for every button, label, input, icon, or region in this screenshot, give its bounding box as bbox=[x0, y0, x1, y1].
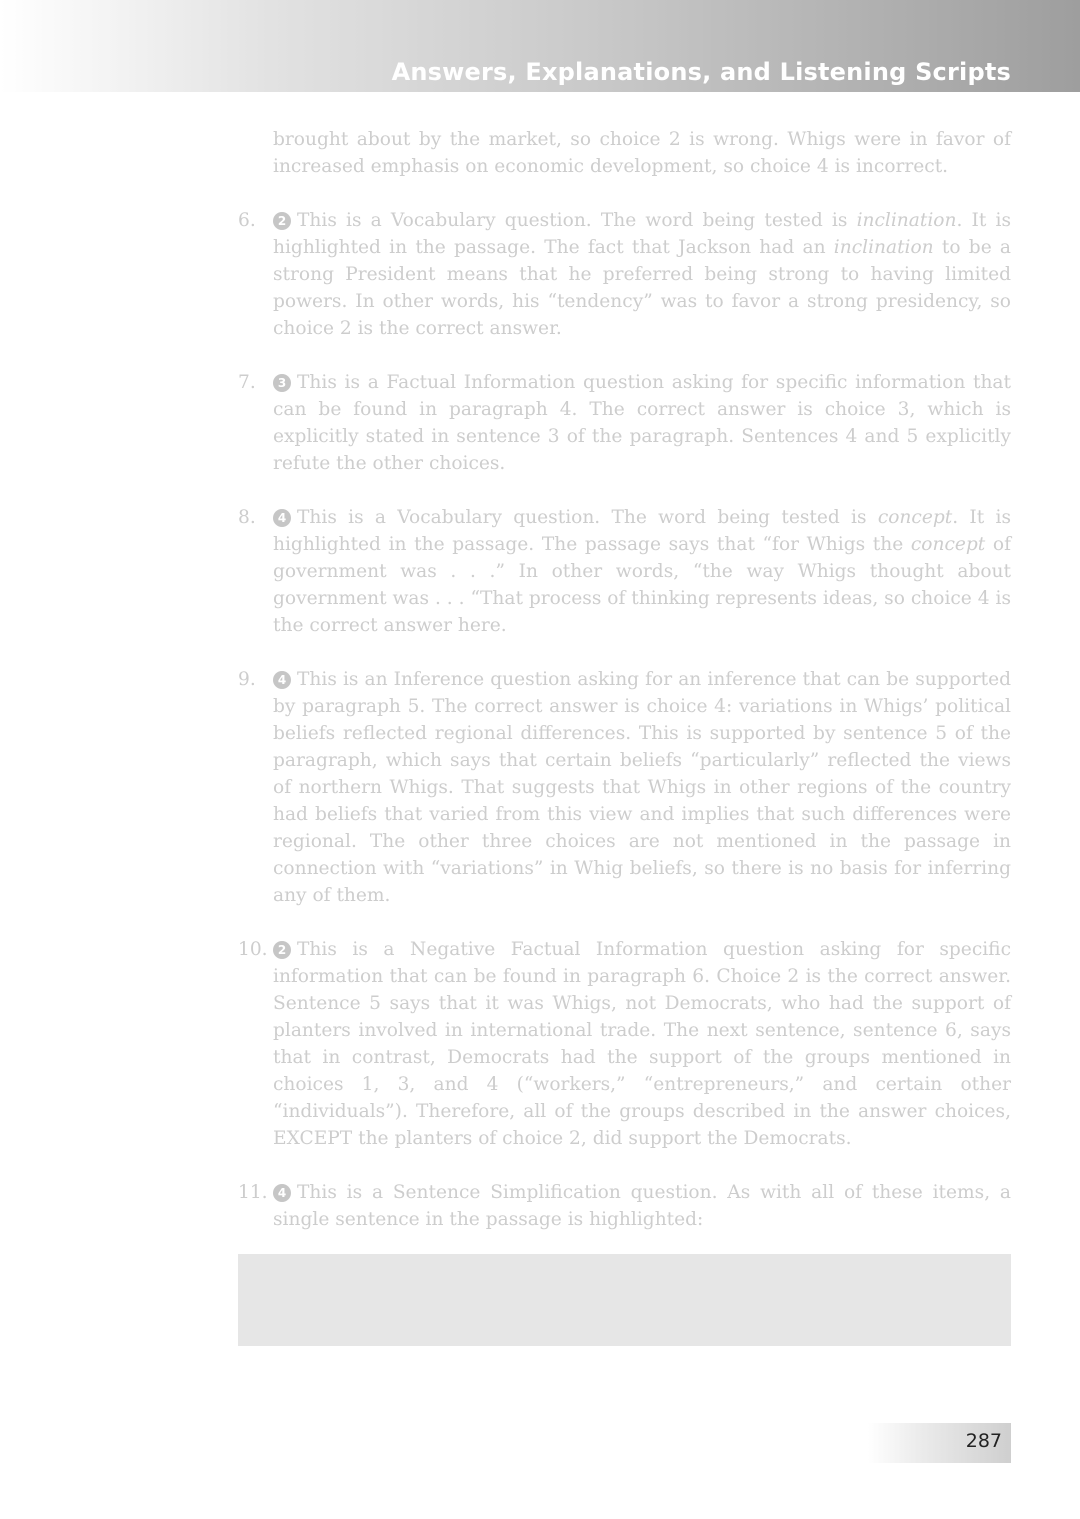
highlighted-sentence-box bbox=[238, 1254, 1011, 1346]
item-text: This is a Vocabulary question. The word being tested is bbox=[297, 507, 878, 528]
item-text: This is a Vocabulary question. The word being tested is bbox=[297, 210, 857, 231]
item-number: 8. bbox=[238, 507, 256, 528]
answer-badge-icon: 4 bbox=[273, 671, 291, 689]
item-text: . It is highlighted in the passage. The passage says that “for Whigs the bbox=[273, 507, 1011, 555]
answer-item-8 bbox=[238, 504, 1011, 639]
tested-word: inclination bbox=[856, 210, 957, 231]
answer-item-6 bbox=[238, 207, 1011, 342]
answer-item-9 bbox=[238, 666, 1011, 909]
answer-item-11 bbox=[238, 1179, 1011, 1233]
answer-badge-icon: 2 bbox=[273, 941, 291, 959]
tested-word: concept bbox=[877, 507, 953, 528]
item-text: This is a Sentence Simplification question. As with all of these items, a single sentence in the passage is highlighted: bbox=[273, 1182, 1011, 1230]
item-text: This is a Factual Information question asking for specific information that can be found in paragraph 4. The correct answer is choice 3, which is explicitly stated in sentence 3 of the paragraph. Sentences 4 and 5 explicitly refute the other choices. bbox=[273, 372, 1011, 474]
answer-badge-icon: 2 bbox=[273, 212, 291, 230]
answer-item-7 bbox=[238, 369, 1011, 477]
tested-word: concept bbox=[910, 534, 986, 555]
page-number: 287 bbox=[965, 1430, 1002, 1452]
answer-badge-icon: 4 bbox=[273, 1184, 291, 1202]
continued-paragraph: brought about by the market, so choice 2 is wrong. Whigs were in favor of increased emphasis on economic development, so choice 4 is incorrect. bbox=[273, 129, 1011, 177]
item-text: to be a strong President means that he preferred being strong to having limited powers. In other words, his “tendency” was to favor a strong presidency, so choice 2 is the correct answer. bbox=[273, 237, 1012, 339]
answer-explanations bbox=[238, 126, 1011, 1260]
header-band bbox=[0, 0, 1080, 92]
item-text: This is an Inference question asking for an inference that can be supported by paragraph 5. The correct answer is choice 4: variations in Whigs’ political beliefs reflected regional differences. This is supported by sentence 5 of the paragraph, which says that certain beliefs “particularly” reflected the views of northern Whigs. That suggests that Whigs in other regions of the country had beliefs that varied from this view and implies that such differences were regional. The other three choices are not mentioned in the passage in connection with “variations” in Whig beliefs, so there is no basis for inferring any of them. bbox=[273, 669, 1011, 906]
item-number: 10. bbox=[238, 939, 268, 960]
running-header-title: Answers, Explanations, and Listening Scripts bbox=[391, 58, 1011, 86]
tested-word: inclination bbox=[833, 237, 934, 258]
answer-badge-icon: 3 bbox=[273, 374, 291, 392]
item-number: 6. bbox=[238, 210, 256, 231]
page-number-tab bbox=[868, 1423, 1011, 1463]
item-text: This is a Negative Factual Information question asking for specific information that can be found in paragraph 6. Choice 2 is the correct answer. Sentence 5 says that it was Whigs, not Democrats, who had the support of planters involved in international trade. The next sentence, sentence 6, says that in contrast, Democrats had the support of the groups mentioned in choices 1, 3, and 4 (“workers,” “entrepreneurs,” and certain other “individuals”). Therefore, all of the groups described in the answer choices, EXCEPT the planters of choice 2, did support the Democrats. bbox=[273, 939, 1011, 1149]
answer-badge-icon: 4 bbox=[273, 509, 291, 527]
answer-item-10 bbox=[238, 936, 1011, 1152]
item-text: of government was . . .” In other words, “the way Whigs thought about government was . . . “That process of thinking represents ideas, so choice 4 is the correct answer here. bbox=[273, 534, 1011, 636]
item-number: 7. bbox=[238, 372, 256, 393]
item-text: . It is highlighted in the passage. The fact that Jackson had an bbox=[273, 210, 1011, 258]
item-number: 9. bbox=[238, 669, 256, 690]
item-number: 11. bbox=[238, 1182, 268, 1203]
